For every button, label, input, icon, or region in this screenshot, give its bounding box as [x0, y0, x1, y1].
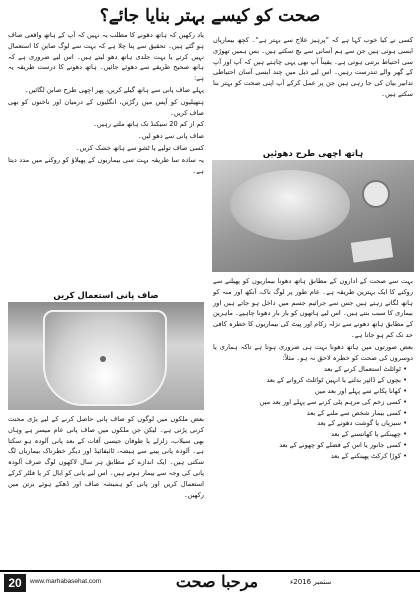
- section1-paragraph-1: بہت سے صحت کے اداروں کے مطابق ہاتھ دھونا بیماریوں کو پھیلنے سے روکنے کا ایک بہترین طریقہ ہے۔ عام طور پر لوگ ناک، آنکھ اور منہ کو ہاتھ لگاتے رہتے ہیں جس سے جراثیم جسم میں داخل ہو جاتے ہیں اور بیماری کا سبب بنتے ہیں۔ اس لیے ہاتھوں کو بار بار دھونا چاہیے۔ ماہرین کے مطابق ہاتھ دھونے سے نزلہ زکام اور پیٹ کی بیماریوں کا خطرہ کافی حد تک کم ہو جاتا ہے۔: [213, 277, 413, 339]
- section2-heading: صاف پانی استعمال کریں: [53, 291, 159, 301]
- hand-wash-occasions-list: [213, 364, 413, 461]
- right-column-bottom: [213, 276, 413, 462]
- website-url[interactable]: www.marhabasehat.com: [30, 578, 102, 585]
- list-item: • بچوں کے ڈائپر بدلنے یا انہیں ٹوائلٹ کروانے کے بعد: [213, 375, 407, 386]
- brush-shape: [362, 180, 390, 208]
- section1-paragraph-2: بعض صورتوں میں ہاتھ دھونا بہت ہی ضروری ہوتا ہے تاکہ ہماری یا دوسروں کی صحت کو خطرہ لاحق نہ ہو۔ مثلاً:: [213, 342, 413, 362]
- list-item: • سبزیاں یا گوشت دھونے کے بعد: [213, 418, 407, 429]
- left-paragraph-2: پہلے صاف پانی سے ہاتھ گیلے کریں، پھر اچھی طرح صابن لگائیں۔: [24, 85, 204, 94]
- left-paragraph-6: کسی صاف تولیے یا ٹشو سے ہاتھ خشک کریں۔: [75, 143, 204, 152]
- section2-paragraph-1: بعض ملکوں میں لوگوں کو صاف پانی حاصل کرنے کے لیے بڑی محنت کرنی پڑتی ہے۔ لیکن جن ملکوں میں صاف پانی عام میسر ہے وہاں بھی سیلاب، زلزلے یا طوفان جیسی آفات کے بعد پانی آلودہ ہو سکتا ہے۔ آلودہ پانی پینے سے ہیضہ، ٹائیفائیڈ اور دیگر خطرناک بیماریاں لگ سکتی ہیں۔ ایک اندازے کے مطابق ہر سال لاکھوں لوگ صرف آلودہ پانی کی وجہ سے بیمار ہوتے ہیں۔ اس لیے پانی کو ابال کر یا فلٹر کرکے استعمال کریں اور پانی کو ہمیشہ صاف اور ڈھکے ہوئے برتن میں رکھیں۔: [8, 415, 204, 499]
- left-paragraph-5: صاف پانی سے دھو لیں۔: [137, 132, 204, 141]
- list-item: • ٹوائلٹ استعمال کرنے کے بعد: [213, 364, 407, 375]
- left-column-top: [8, 30, 204, 177]
- hand-wash-photo: [212, 160, 414, 272]
- left-column-bottom: [8, 414, 204, 501]
- list-item: • کوڑا کرکٹ پھینکنے کے بعد: [213, 451, 407, 462]
- issue-date: ستمبر 2016ء: [290, 578, 332, 586]
- list-item: • کسی جانور یا اس کے فضلے کو چھونے کے بعد: [213, 440, 407, 451]
- sink-shape: [230, 170, 350, 240]
- left-paragraph-1: یاد رکھیں کہ ہاتھ دھونے کا مطلب یہ نہیں کہ آپ کے ہاتھ واقعی صاف ہو گئے ہیں۔ تحقیق سے پتا چلا ہے کہ بہت سے لوگ صابن کا استعمال نہیں کرتے یا بہت جلدی ہاتھ دھو لیتے ہیں۔ اس لیے ضروری ہے کہ ہاتھ صحیح طریقے سے دھوئے جائیں۔ ہاتھ دھونے کا درست طریقہ یہ ہے:: [8, 31, 204, 83]
- page-number: 20: [4, 574, 26, 592]
- left-paragraph-7: یہ سادہ سا طریقہ بہت سی بیماریوں کے پھیلاؤ کو روکنے میں مدد دیتا ہے۔: [8, 155, 204, 175]
- magazine-logo: مرحبا صحت: [175, 572, 259, 591]
- article-title: صحت کو کیسے بہتر بنایا جائے؟: [99, 6, 321, 26]
- soap-shape: [351, 237, 393, 262]
- list-item: • کسی زخم کی مرہم پٹی کرنے سے پہلے اور بعد میں: [213, 397, 407, 408]
- left-paragraph-4: کم از کم 20 سیکنڈ تک ہاتھ ملتے رہیں۔: [93, 120, 204, 129]
- section1-heading: ہاتھ اچھی طرح دھوئیں: [262, 149, 364, 159]
- section1-heading-wrap: [213, 146, 413, 162]
- left-paragraph-3: ہتھیلیوں کو آپس میں رگڑیں، انگلیوں کے درمیان اور ناخنوں کو بھی صاف کریں۔: [8, 97, 204, 117]
- list-item: • کسی بیمار شخص سے ملنے کے بعد: [213, 408, 407, 419]
- page-footer: [0, 572, 420, 594]
- water-glass-photo: [8, 302, 204, 410]
- water-drop-shape: [100, 356, 106, 362]
- list-item: • کھانا پکانے سے پہلے اور بعد میں: [213, 386, 407, 397]
- intro-paragraph: کسی نے کیا خوب کہا ہے کہ ”پرہیز علاج سے بہتر ہے“۔ کچھ بیماریاں ایسی ہوتی ہیں جن سے ہم آسانی سے بچ سکتے ہیں۔ بس ہمیں تھوڑی سی احتیاط برتنی ہوتی ہے۔ یقیناً آپ بھی یہی چاہتے ہیں کہ آپ اور آپ کے گھر والے تندرست رہیں۔ اس لیے ذیل میں چند ایسی آسان احتیاطی تدابیر بیان کی جا رہی ہیں جن پر عمل کرکے آپ اپنی صحت کو بہتر بنا سکتے ہیں۔: [213, 36, 413, 98]
- right-column-top: [213, 35, 413, 101]
- list-item: • چھینکنے یا کھانسنے کے بعد: [213, 429, 407, 440]
